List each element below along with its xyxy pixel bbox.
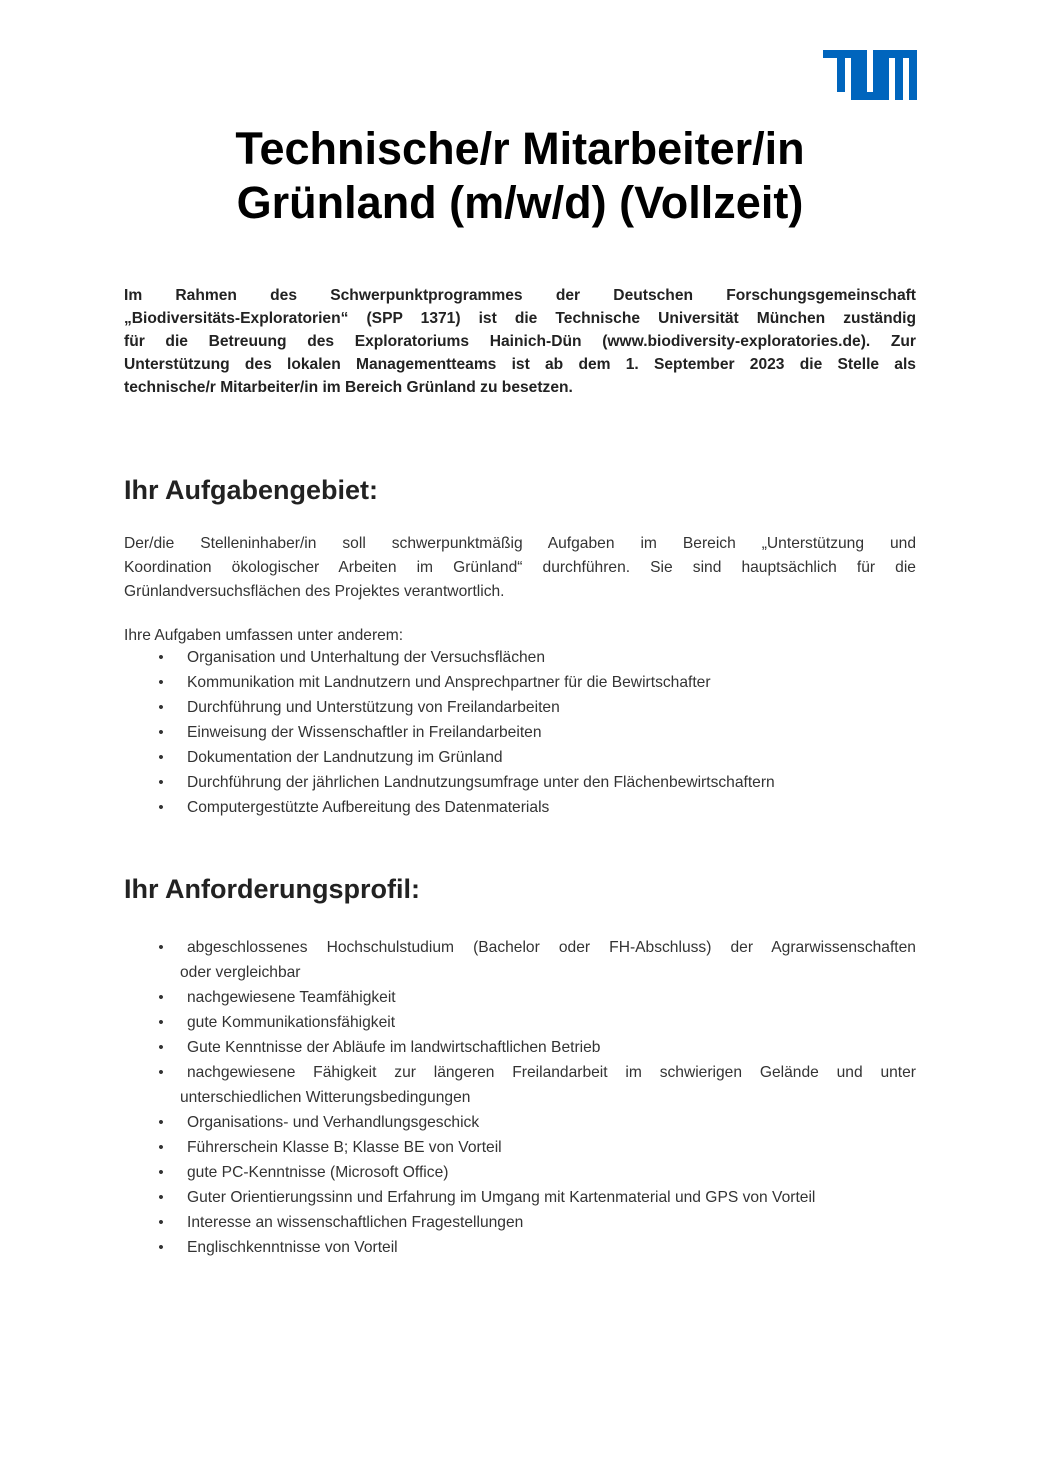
list-item	[124, 795, 916, 820]
list-item	[124, 935, 916, 985]
tum-logo	[823, 50, 917, 100]
list-item-continuation: unterschiedlichen Witterungsbedingungen	[180, 1089, 471, 1106]
tasks-list-intro: Ihre Aufgaben umfassen unter anderem:	[124, 627, 404, 644]
bullet-icon: •	[158, 799, 164, 816]
list-item	[124, 1185, 916, 1210]
tasks-heading: Ihr Aufgabengebiet:	[124, 475, 378, 505]
tasks-paragraph-line: Grünlandversuchsflächen des Projektes verantwortlich.	[124, 583, 505, 600]
list-item-text: Führerschein Klasse B; Klasse BE von Vorteil	[187, 1139, 502, 1156]
list-item-text: Durchführung der jährlichen Landnutzungsumfrage unter den Flächenbewirtschaftern	[187, 774, 775, 791]
list-item-text: nachgewiesene Teamfähigkeit	[187, 989, 396, 1006]
list-item-text: Interesse an wissenschaftlichen Fragestellungen	[187, 1214, 524, 1231]
list-item-text: Englischkenntnisse von Vorteil	[187, 1239, 398, 1256]
tasks-paragraph-line: Koordination ökologischer Arbeiten im Grünland“ durchführen. Sie sind hauptsächlich für die	[124, 559, 916, 576]
intro-line: Im Rahmen des Schwerpunktprogrammes der Deutschen Forschungsgemeinschaft	[124, 287, 916, 304]
intro-line: technische/r Mitarbeiter/in im Bereich Grünland zu besetzen.	[124, 379, 573, 396]
list-item-text: Einweisung der Wissenschaftler in Freilandarbeiten	[187, 724, 542, 741]
bullet-icon: •	[158, 1164, 164, 1181]
list-item	[124, 670, 916, 695]
intro-paragraph	[124, 284, 916, 399]
list-item	[124, 645, 916, 670]
bullet-icon: •	[158, 939, 164, 956]
bullet-icon: •	[158, 1039, 164, 1056]
list-item	[124, 1110, 916, 1135]
bullet-icon: •	[158, 1064, 164, 1081]
list-item	[124, 695, 916, 720]
bullet-icon: •	[158, 774, 164, 791]
intro-line: „Biodiversitäts-Exploratorien“ (SPP 1371) ist die Technische Universität München zuständig	[124, 310, 916, 327]
list-item	[124, 720, 916, 745]
bullet-icon: •	[158, 1189, 164, 1206]
list-item-text: gute Kommunikationsfähigkeit	[187, 1014, 396, 1031]
title-line-2: Grünland (m/w/d) (Vollzeit)	[236, 177, 804, 228]
list-item-continuation: oder vergleichbar	[180, 964, 301, 981]
bullet-icon: •	[158, 1214, 164, 1231]
bullet-icon: •	[158, 749, 164, 766]
list-item	[124, 1160, 916, 1185]
list-item	[124, 1135, 916, 1160]
bullet-icon: •	[158, 989, 164, 1006]
bullet-icon: •	[158, 674, 164, 691]
list-item	[124, 770, 916, 795]
list-item-text: nachgewiesene Fähigkeit zur längeren Freilandarbeit im schwierigen Gelände und unter	[187, 1064, 916, 1081]
list-item-text: gute PC-Kenntnisse (Microsoft Office)	[187, 1164, 449, 1181]
profile-list	[124, 935, 916, 1260]
list-item-text: Gute Kenntnisse der Abläufe im landwirtschaftlichen Betrieb	[187, 1039, 601, 1056]
list-item-text: Durchführung und Unterstützung von Freilandarbeiten	[187, 699, 560, 716]
list-item-text: Kommunikation mit Landnutzern und Ansprechpartner für die Bewirtschafter	[187, 674, 711, 691]
list-item	[124, 745, 916, 770]
list-item-text: Computergestützte Aufbereitung des Datenmaterials	[187, 799, 550, 816]
intro-line: Unterstützung des lokalen Managementteams ist ab dem 1. September 2023 die Stelle als	[124, 356, 916, 373]
list-item	[124, 1210, 916, 1235]
list-item-text: Dokumentation der Landnutzung im Grünland	[187, 749, 503, 766]
bullet-icon: •	[158, 649, 164, 666]
bullet-icon: •	[158, 1139, 164, 1156]
tasks-paragraph	[124, 532, 916, 604]
list-item	[124, 1010, 916, 1035]
list-item-text: Guter Orientierungssinn und Erfahrung im Umgang mit Kartenmaterial und GPS von Vorteil	[187, 1189, 816, 1206]
tasks-list	[124, 645, 916, 820]
bullet-icon: •	[158, 1239, 164, 1256]
list-item-text: abgeschlossenes Hochschulstudium (Bachelor oder FH-Abschluss) der Agrarwissenschaften	[187, 939, 916, 956]
bullet-icon: •	[158, 699, 164, 716]
list-item	[124, 1035, 916, 1060]
profile-heading: Ihr Anforderungsprofil:	[124, 874, 420, 904]
list-item	[124, 1060, 916, 1110]
tasks-paragraph-line: Der/die Stelleninhaber/in soll schwerpunktmäßig Aufgaben im Bereich „Unterstützung und	[124, 535, 916, 552]
list-item-text: Organisations- und Verhandlungsgeschick	[187, 1114, 480, 1131]
intro-line: für die Betreuung des Exploratoriums Hainich-Dün (www.biodiversity-exploratories.de). Zur	[124, 333, 916, 350]
bullet-icon: •	[158, 1114, 164, 1131]
bullet-icon: •	[158, 1014, 164, 1031]
list-item	[124, 1235, 916, 1260]
bullet-icon: •	[158, 724, 164, 741]
list-item	[124, 985, 916, 1010]
title-line-1: Technische/r Mitarbeiter/in	[235, 123, 805, 174]
list-item-text: Organisation und Unterhaltung der Versuchsflächen	[187, 649, 546, 666]
tum-logo-graphic	[823, 50, 917, 100]
page-title	[120, 122, 920, 230]
